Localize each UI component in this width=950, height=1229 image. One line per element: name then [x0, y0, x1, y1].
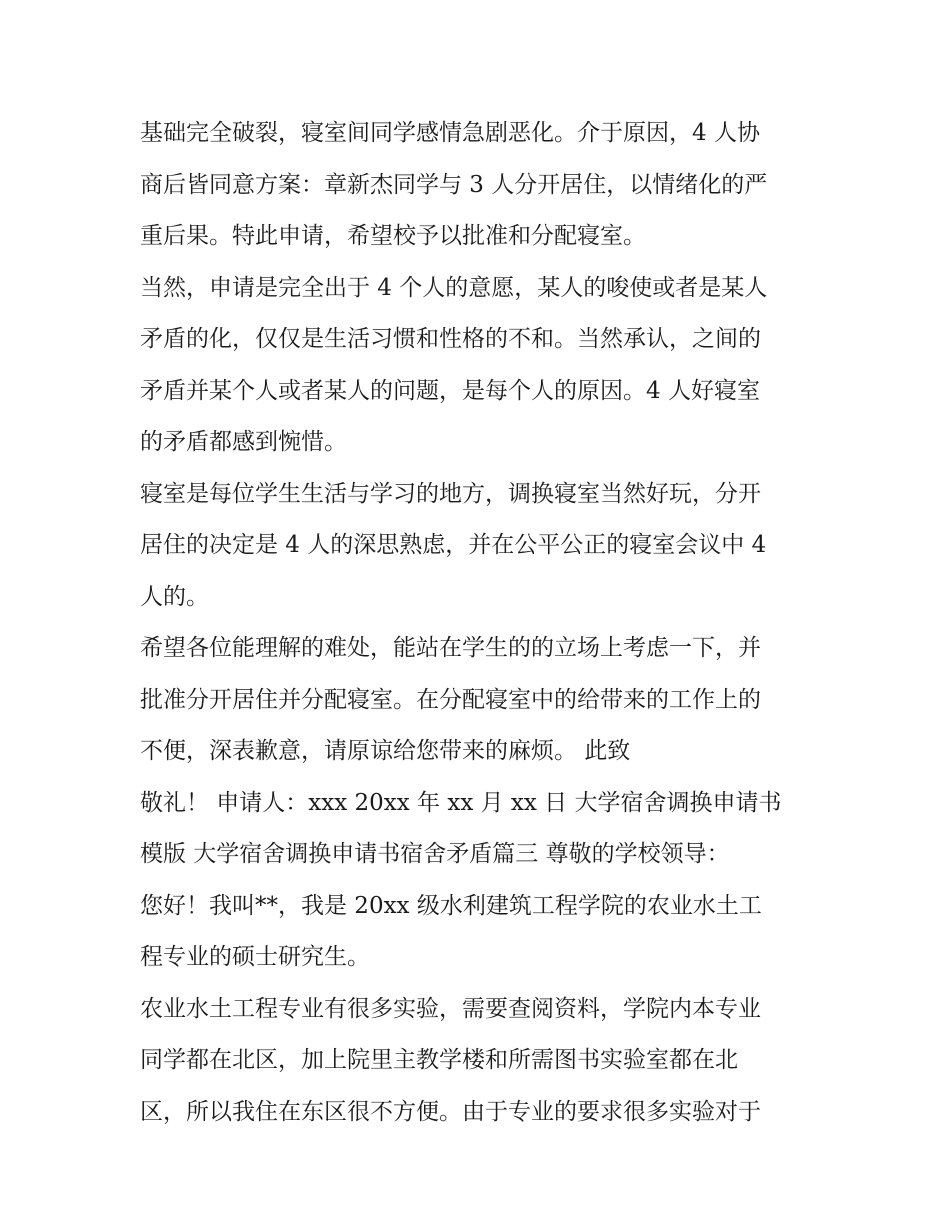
text-line: 基础完全破裂，寝室间同学感情急剧恶化。介于原因，4 人协 [140, 120, 760, 146]
text-line: 您好！我叫**，我是 20xx 级水利建筑工程学院的农业水土工 [140, 892, 762, 919]
text-line: 的矛盾都感到惋惜。 [140, 429, 347, 455]
text-line: 重后果。特此申请，希望校予以批准和分配寝室。 [140, 223, 646, 249]
text-line: 不便，深表歉意，请原谅给您带来的麻烦。 此致 [140, 738, 631, 764]
text-line: 农业水土工程专业有很多实验，需要查阅资料，学院内本专业 [140, 995, 761, 1022]
document-body [140, 108, 820, 1138]
text-line: 人的。 [140, 583, 209, 610]
text-line: 批准分开居住并分配寝室。在分配寝室中的给带来的工作上的 [140, 686, 761, 713]
text-line: 矛盾的化，仅仅是生活习惯和性格的不和。当然承认，之间的 [140, 326, 761, 352]
text-line: 居住的决定是 4 人的深思熟虑，并在公平公正的寝室会议中 4 [140, 532, 767, 558]
text-line: 当然，申请是完全出于 4 个人的意愿，某人的唆使或者是某人 [140, 274, 768, 301]
text-line: 寝室是每位学生生活与学习的地方，调换寝室当然好玩，分开 [140, 480, 761, 507]
text-line: 敬礼！ 申请人：xxx 20xx 年 xx 月 xx 日 大学宿舍调换申请书 [140, 789, 782, 816]
text-line: 希望各位能理解的难处，能站在学生的的立场上考虑一下，并 [140, 635, 761, 661]
text-line: 区，所以我住在东区很不方便。由于专业的要求很多实验对于 [140, 1098, 761, 1125]
text-line: 商后皆同意方案：章新杰同学与 3 人分开居住，以情绪化的严 [140, 171, 768, 198]
text-line: 程专业的硕士研究生。 [140, 944, 370, 970]
text-line: 矛盾并某个人或者某人的问题，是每个人的原因。4 人好寝室 [140, 377, 760, 404]
text-line: 同学都在北区，加上院里主教学楼和所需图书实验室都在北 [140, 1047, 738, 1073]
text-line: 模版 大学宿舍调换申请书宿舍矛盾篇三 尊敬的学校领导： [140, 841, 730, 867]
